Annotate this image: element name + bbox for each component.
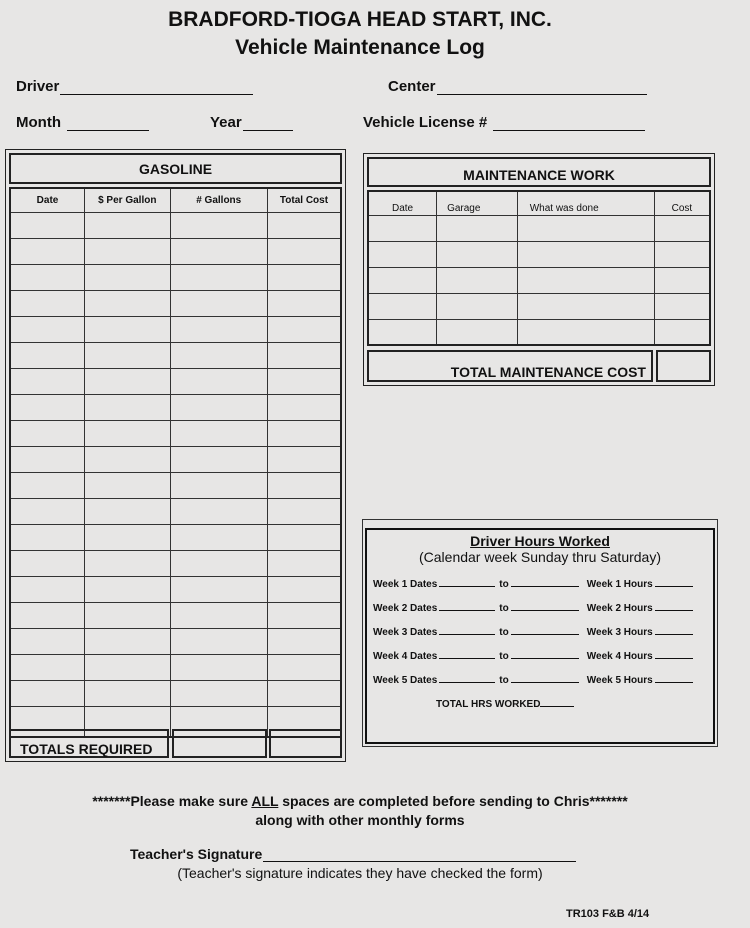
gas-row [10, 602, 341, 628]
gas-cell[interactable] [267, 446, 341, 472]
maint-cell[interactable] [654, 215, 710, 241]
gas-row [10, 550, 341, 576]
maint-cell[interactable] [437, 241, 518, 267]
maint-cell[interactable] [654, 267, 710, 293]
gas-row [10, 498, 341, 524]
week-start-line[interactable] [439, 577, 495, 587]
gas-row [10, 576, 341, 602]
maint-cell[interactable] [368, 241, 437, 267]
total-maintenance-cell[interactable] [656, 350, 711, 382]
gas-cell[interactable] [267, 238, 341, 264]
gas-cell[interactable] [170, 420, 267, 446]
gas-cell[interactable] [170, 550, 267, 576]
maint-cell[interactable] [368, 319, 437, 345]
gas-cell[interactable] [10, 576, 85, 602]
total-hrs-worked[interactable] [436, 697, 574, 710]
gas-cell[interactable] [85, 368, 170, 394]
gas-cell[interactable] [267, 524, 341, 550]
gas-cell[interactable] [267, 498, 341, 524]
year-label: Year [210, 114, 242, 131]
gas-row [10, 264, 341, 290]
week-hours-line[interactable] [655, 577, 693, 587]
gas-cell[interactable] [10, 446, 85, 472]
gas-row [10, 472, 341, 498]
gas-cell[interactable] [267, 316, 341, 342]
week-dates-label: Week 5 Dates [373, 675, 438, 686]
gas-cell[interactable] [267, 420, 341, 446]
gas-cell[interactable] [10, 368, 85, 394]
gas-cell[interactable] [170, 628, 267, 654]
gas-cell[interactable] [267, 576, 341, 602]
gasoline-table [9, 187, 342, 738]
gas-cell[interactable] [10, 602, 85, 628]
week-end-line[interactable] [511, 673, 579, 683]
gas-cell[interactable] [85, 342, 170, 368]
gas-cell[interactable] [267, 602, 341, 628]
org-name: BRADFORD-TIOGA HEAD START, INC. [168, 8, 552, 31]
center-field[interactable] [388, 78, 647, 95]
gas-cell[interactable] [10, 212, 85, 238]
gas-cell[interactable] [170, 602, 267, 628]
gas-cell[interactable] [85, 654, 170, 680]
note-suffix: spaces are completed before sending to Chris******* [278, 793, 628, 809]
week-dates-label: Week 4 Dates [373, 651, 438, 662]
gas-cell[interactable] [267, 290, 341, 316]
week-hours-label: Week 2 Hours [586, 603, 653, 614]
week-end-line[interactable] [511, 577, 579, 587]
gas-cell[interactable] [85, 212, 170, 238]
maint-cell[interactable] [368, 267, 437, 293]
week-to-label: to [499, 651, 509, 662]
total-hrs-line[interactable] [540, 697, 574, 707]
gas-cell[interactable] [170, 576, 267, 602]
license-label: Vehicle License # [363, 114, 488, 131]
maint-col-cost: Cost [654, 191, 710, 215]
license-field[interactable] [363, 114, 645, 131]
gas-row [10, 394, 341, 420]
week-to-label: to [499, 675, 509, 686]
week-dates-label: Week 3 Dates [373, 627, 438, 638]
maint-row [368, 267, 710, 293]
maint-cell[interactable] [437, 293, 518, 319]
gas-cell[interactable] [10, 342, 85, 368]
gas-cell[interactable] [85, 238, 170, 264]
maint-cell[interactable] [517, 215, 654, 241]
gas-cell[interactable] [170, 524, 267, 550]
week-to-label: to [499, 579, 509, 590]
week-end-line[interactable] [511, 625, 579, 635]
week-to-label: to [499, 603, 509, 614]
driver-label: Driver [16, 78, 60, 95]
gas-cell[interactable] [267, 264, 341, 290]
signature-field[interactable] [130, 846, 576, 862]
form-code: TR103 F&B 4/14 [566, 908, 650, 920]
gas-cell[interactable] [10, 498, 85, 524]
gas-cell[interactable] [170, 316, 267, 342]
gas-cell[interactable] [85, 602, 170, 628]
week-row [373, 673, 693, 686]
week-start-line[interactable] [439, 649, 495, 659]
gas-cell[interactable] [85, 576, 170, 602]
gas-cell[interactable] [170, 498, 267, 524]
year-line[interactable] [243, 116, 293, 131]
week-dates-label: Week 2 Dates [373, 603, 438, 614]
gas-row [10, 316, 341, 342]
gas-cell[interactable] [85, 680, 170, 706]
gas-col-date: Date [10, 188, 85, 212]
maintenance-table [367, 190, 711, 346]
totals-required-label: TOTALS REQUIRED [9, 729, 169, 758]
week-hours-line[interactable] [655, 649, 693, 659]
gas-cell[interactable] [170, 654, 267, 680]
gas-cell[interactable] [170, 472, 267, 498]
signature-note: (Teacher's signature indicates they have checked the form) [177, 865, 543, 881]
gas-cell[interactable] [85, 316, 170, 342]
week-hours-label: Week 3 Hours [586, 627, 653, 638]
gas-cell[interactable] [170, 446, 267, 472]
week-start-line[interactable] [439, 601, 495, 611]
week-row [373, 577, 693, 590]
gas-cell[interactable] [10, 238, 85, 264]
total-maintenance-label: TOTAL MAINTENANCE COST [367, 350, 653, 382]
week-to-label: to [499, 627, 509, 638]
maint-cell[interactable] [368, 293, 437, 319]
gas-row [10, 368, 341, 394]
gas-cell[interactable] [85, 498, 170, 524]
gas-cell[interactable] [170, 394, 267, 420]
week-end-line[interactable] [511, 649, 579, 659]
week-start-line[interactable] [439, 673, 495, 683]
maint-cell[interactable] [517, 319, 654, 345]
totals-gallons-cell[interactable] [172, 729, 267, 758]
gas-cell[interactable] [10, 680, 85, 706]
driver-field[interactable] [16, 78, 253, 95]
totals-cost-cell[interactable] [269, 729, 342, 758]
hours-subtitle: (Calendar week Sunday thru Saturday) [418, 549, 662, 565]
gas-cell[interactable] [267, 628, 341, 654]
week-end-line[interactable] [511, 601, 579, 611]
week-hours-label: Week 1 Hours [586, 579, 653, 590]
month-label: Month [16, 114, 61, 131]
gas-cell[interactable] [267, 550, 341, 576]
gas-cell[interactable] [267, 342, 341, 368]
gas-row [10, 238, 341, 264]
gas-cell[interactable] [10, 550, 85, 576]
hours-title: Driver Hours Worked [470, 533, 610, 549]
maint-cell[interactable] [654, 241, 710, 267]
footer-note [0, 793, 720, 809]
gas-cell[interactable] [85, 524, 170, 550]
gas-cell[interactable] [170, 680, 267, 706]
gas-cell[interactable] [267, 368, 341, 394]
gas-cell[interactable] [170, 212, 267, 238]
maint-row [368, 215, 710, 241]
gas-cell[interactable] [10, 316, 85, 342]
note-prefix: *******Please make sure [92, 793, 252, 809]
gas-cell[interactable] [85, 420, 170, 446]
maint-cell[interactable] [654, 293, 710, 319]
gas-row [10, 654, 341, 680]
gas-cell[interactable] [85, 446, 170, 472]
footer-note-line2: along with other monthly forms [255, 812, 465, 828]
month-field[interactable] [16, 114, 149, 131]
total-hrs-label: TOTAL HRS WORKED [436, 699, 541, 710]
gas-col-gallons: # Gallons [170, 188, 267, 212]
gasoline-title: GASOLINE [9, 153, 342, 184]
week-dates-label: Week 1 Dates [373, 579, 438, 590]
signature-line[interactable] [263, 847, 576, 862]
gas-cell[interactable] [267, 654, 341, 680]
maint-cell[interactable] [437, 319, 518, 345]
week-hours-line[interactable] [655, 673, 693, 683]
maint-col-garage: Garage [437, 191, 518, 215]
year-field[interactable] [210, 114, 293, 131]
gas-cell[interactable] [85, 290, 170, 316]
gas-cell[interactable] [85, 264, 170, 290]
gas-cell[interactable] [267, 394, 341, 420]
signature-label: Teacher's Signature [130, 846, 263, 862]
gas-cell[interactable] [170, 264, 267, 290]
maint-cell[interactable] [517, 267, 654, 293]
maint-row [368, 319, 710, 345]
license-line[interactable] [493, 116, 645, 131]
gas-col-total-cost: Total Cost [267, 188, 341, 212]
gas-cell[interactable] [10, 290, 85, 316]
center-label: Center [388, 78, 436, 95]
maint-cell[interactable] [368, 215, 437, 241]
gas-cell[interactable] [170, 368, 267, 394]
maint-col-what: What was done [517, 191, 654, 215]
gas-cell[interactable] [85, 472, 170, 498]
week-start-line[interactable] [439, 625, 495, 635]
gas-cell[interactable] [170, 342, 267, 368]
gas-cell[interactable] [85, 628, 170, 654]
gas-cell[interactable] [267, 212, 341, 238]
gas-row [10, 420, 341, 446]
week-hours-label: Week 5 Hours [586, 675, 653, 686]
week-hours-line[interactable] [655, 601, 693, 611]
week-hours-label: Week 4 Hours [586, 651, 653, 662]
week-hours-line[interactable] [655, 625, 693, 635]
maintenance-title: MAINTENANCE WORK [367, 157, 711, 187]
driver-line[interactable] [60, 80, 253, 95]
gas-cell[interactable] [170, 290, 267, 316]
gas-row [10, 680, 341, 706]
gas-row [10, 212, 341, 238]
gas-cell[interactable] [10, 420, 85, 446]
maint-row [368, 293, 710, 319]
gas-cell[interactable] [10, 654, 85, 680]
maint-col-date: Date [368, 191, 437, 215]
gas-cell[interactable] [10, 394, 85, 420]
month-line[interactable] [67, 116, 149, 131]
gas-cell[interactable] [10, 472, 85, 498]
maint-cell[interactable] [437, 215, 518, 241]
center-line[interactable] [437, 80, 647, 95]
gas-row [10, 290, 341, 316]
maint-cell[interactable] [654, 319, 710, 345]
note-all: ALL [251, 793, 279, 809]
week-row [373, 649, 693, 662]
gas-cell[interactable] [267, 680, 341, 706]
maint-row [368, 241, 710, 267]
gas-cell[interactable] [85, 550, 170, 576]
gas-cell[interactable] [10, 524, 85, 550]
maint-cell[interactable] [517, 293, 654, 319]
gas-cell[interactable] [267, 472, 341, 498]
maint-cell[interactable] [517, 241, 654, 267]
week-row [373, 601, 693, 614]
gas-cell[interactable] [85, 394, 170, 420]
week-row [373, 625, 693, 638]
gas-row [10, 628, 341, 654]
gas-cell[interactable] [10, 628, 85, 654]
form-title: Vehicle Maintenance Log [235, 36, 485, 59]
gas-col-per-gallon: $ Per Gallon [85, 188, 170, 212]
maint-cell[interactable] [437, 267, 518, 293]
gas-row [10, 524, 341, 550]
gas-row [10, 342, 341, 368]
gas-cell[interactable] [170, 238, 267, 264]
gas-cell[interactable] [10, 264, 85, 290]
gas-row [10, 446, 341, 472]
